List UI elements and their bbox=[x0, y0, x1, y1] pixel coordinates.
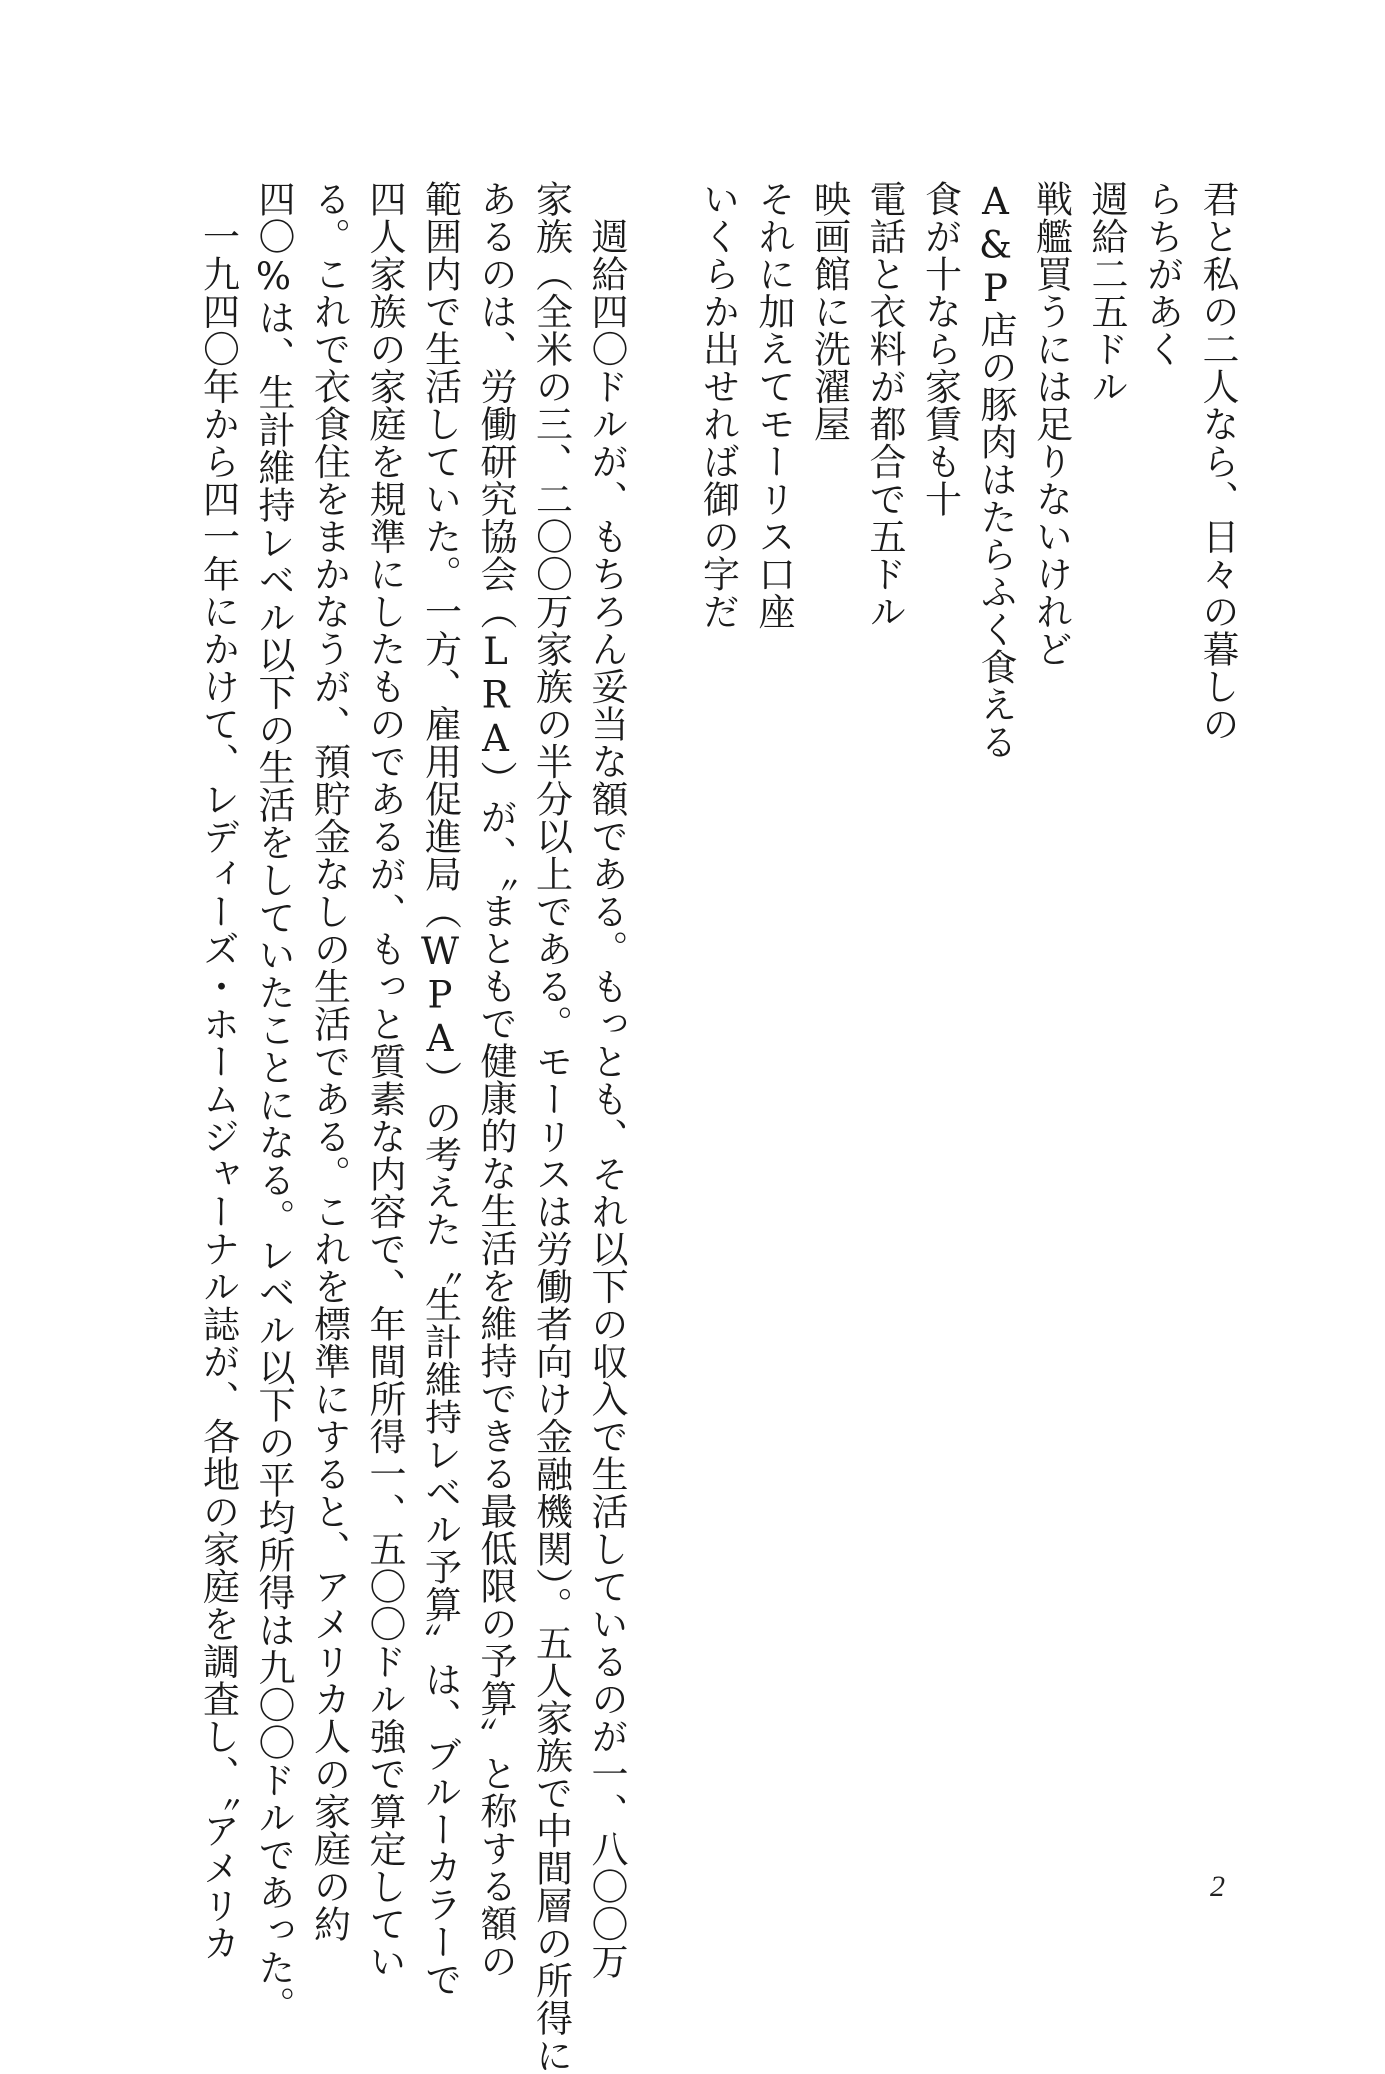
page-number: 2 bbox=[1210, 1870, 1225, 1903]
prose-line: 週給四〇ドルが、もちろん妥当な額である。もっとも、それ以下の収入で生活しているのが一、八〇〇万 bbox=[585, 180, 628, 1980]
verse-line: 食が十なら家賃も十 bbox=[918, 180, 962, 518]
prose-line: 家族（全米の三、二〇〇万家族の半分以上である。モーリスは労働者向け金融機関）。五人家族で中間層の所得に bbox=[529, 180, 573, 2074]
prose-line: 一九四〇年から四一年にかけて、レディーズ・ホームジャーナル誌が、各地の家庭を調査し、〝アメリカ bbox=[196, 180, 240, 1962]
vertical-text-body bbox=[190, 180, 1245, 2074]
verse-line: 電話と衣料が都合で五ドル bbox=[863, 180, 906, 630]
prose-line: 四人家族の家庭を規準にしたものであるが、もっと質素な内容で、年間所得一、五〇〇ドル強で算定してい bbox=[363, 180, 406, 1980]
prose-block bbox=[190, 180, 634, 2074]
prose-line: 四〇%は、生計維持レベル以下の生活をしていたことになる。レベル以下の平均所得は九〇〇ドルであった。 bbox=[252, 180, 295, 2024]
verse-block bbox=[690, 180, 1245, 1790]
verse-line: A&P店の豚肉はたらふく食える bbox=[974, 180, 1017, 761]
verse-line: 映画館に洗濯屋 bbox=[807, 180, 851, 443]
verse-line: いくらか出せれば御の字だ bbox=[696, 180, 740, 630]
prose-line: 範囲内で生活していた。一方、雇用促進局（WPA）の考えた〝生計維持レベル予算〟は、ブルーカラーで bbox=[418, 180, 462, 1998]
verse-line: それに加えてモーリス口座 bbox=[752, 180, 795, 630]
verse-line: 君と私の二人なら、日々の暮しの bbox=[1196, 180, 1239, 743]
prose-line: る。これで衣食住をまかなうが、預貯金なしの生活である。これを標準にすると、アメリカ人の家庭の約 bbox=[307, 180, 351, 1943]
verse-line: らちがあく bbox=[1140, 180, 1184, 368]
prose-line: あるのは、労働研究協会（LRA）が、〝まともで健康的な生活を維持できる最低限の予算〟と称する額の bbox=[474, 180, 517, 1980]
verse-line: 戦艦買うには足りないけれど bbox=[1029, 180, 1073, 668]
verse-line: 週給二五ドル bbox=[1085, 180, 1128, 405]
section-gap bbox=[634, 180, 690, 1790]
